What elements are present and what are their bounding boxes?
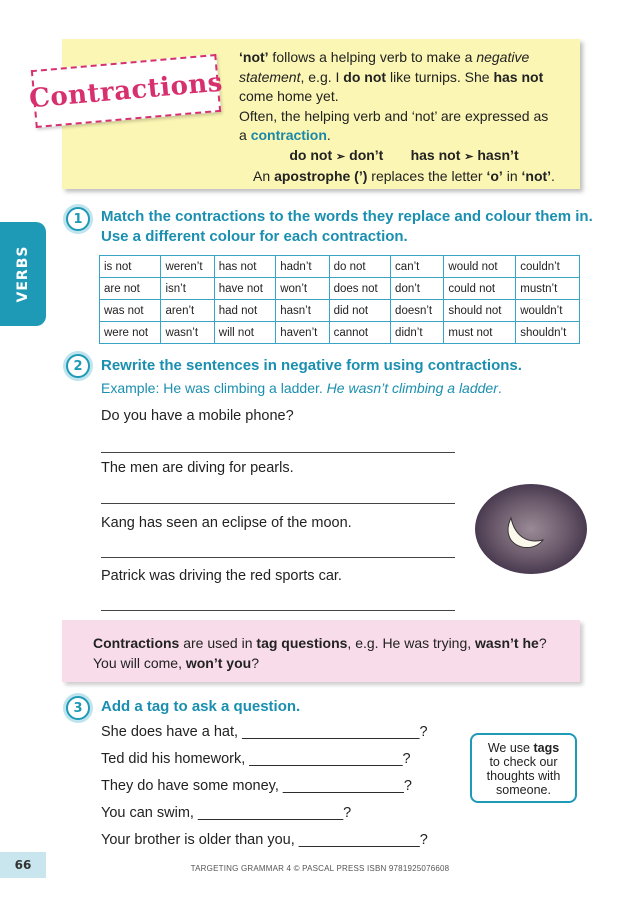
table-cell[interactable]: couldn’t: [516, 256, 580, 278]
answer-line-1[interactable]: [101, 452, 455, 453]
table-cell[interactable]: cannot: [329, 322, 390, 344]
table-cell[interactable]: did not: [329, 300, 390, 322]
table-cell[interactable]: was not: [100, 300, 161, 322]
table-cell[interactable]: can’t: [391, 256, 444, 278]
answer-line-2[interactable]: [101, 503, 455, 504]
table-cell[interactable]: hadn’t: [276, 256, 329, 278]
table-row: [100, 256, 580, 278]
table-cell[interactable]: haven’t: [276, 322, 329, 344]
question-3-title: Add a tag to ask a question.: [101, 698, 301, 715]
table-cell[interactable]: is not: [100, 256, 161, 278]
arrow-icon: ➢: [336, 150, 346, 163]
sentence-4: Patrick was driving the red sports car.: [101, 568, 342, 584]
example-sentence: Example: He was climbing a ladder. He wasn’t climbing a ladder.: [101, 380, 502, 396]
question-number-3: 3: [66, 696, 90, 720]
tag-question-3[interactable]: They do have some money, _______________?: [101, 778, 412, 794]
question-2-title: Rewrite the sentences in negative form using contractions.: [101, 357, 522, 374]
question-number-1: 1: [66, 207, 90, 231]
table-cell[interactable]: could not: [444, 278, 516, 300]
table-cell[interactable]: didn’t: [391, 322, 444, 344]
page-number: 66: [0, 852, 46, 878]
badge-title: Contractions: [28, 67, 224, 115]
table-cell[interactable]: are not: [100, 278, 161, 300]
intro-line-4: Often, the helping verb and ‘not’ are expressed as: [239, 107, 549, 124]
intro-line-7: An apostrophe (’) replaces the letter ‘o’ in ‘not’.: [253, 168, 555, 184]
tag-question-5[interactable]: Your brother is older than you, _______________?: [101, 832, 428, 848]
table-cell[interactable]: won’t: [276, 278, 329, 300]
table-cell[interactable]: do not: [329, 256, 390, 278]
table-cell[interactable]: weren’t: [161, 256, 214, 278]
answer-line-3[interactable]: [101, 557, 455, 558]
table-cell[interactable]: would not: [444, 256, 516, 278]
tag-questions-explanation: Contractions are used in tag questions, e.g. He was trying, wasn’t he? You will come, won’t you?: [93, 635, 547, 671]
table-cell[interactable]: wouldn’t: [516, 300, 580, 322]
arrow-icon: ➢: [464, 150, 474, 163]
section-tab-label: VERBS: [15, 245, 31, 303]
table-cell[interactable]: hasn’t: [276, 300, 329, 322]
table-row: [100, 278, 580, 300]
table-cell[interactable]: don’t: [391, 278, 444, 300]
table-cell[interactable]: have not: [214, 278, 275, 300]
contractions-table: [99, 255, 580, 344]
intro-line-2: statement, e.g. I do not like turnips. She has not: [239, 68, 544, 85]
contractions-explanation: [239, 48, 569, 187]
intro-line-1: ‘not’ follows a helping verb to make a negative: [239, 49, 530, 65]
moon-icon: [475, 484, 587, 574]
crescent-moon-image: [475, 484, 587, 574]
page-footer: TARGETING GRAMMAR 4 © PASCAL PRESS ISBN 9781925076608: [190, 864, 450, 873]
table-row: [100, 300, 580, 322]
table-cell[interactable]: will not: [214, 322, 275, 344]
table-cell[interactable]: shouldn’t: [516, 322, 580, 344]
table-cell[interactable]: were not: [100, 322, 161, 344]
table-cell[interactable]: does not: [329, 278, 390, 300]
tags-tip-note: We use tags to check our thoughts with someone.: [470, 733, 577, 803]
table-cell[interactable]: has not: [214, 256, 275, 278]
tag-question-2[interactable]: Ted did his homework, ___________________?: [101, 751, 411, 767]
tag-question-1[interactable]: She does have a hat, ______________________?: [101, 724, 428, 740]
table-row: [100, 322, 580, 344]
sentence-2: The men are diving for pearls.: [101, 460, 294, 476]
question-1-title: Match the contractions to the words they replace and colour them in. Use a different colour for each contraction.: [101, 208, 593, 245]
intro-examples: do not ➢ don’t has not ➢ hasn’t: [289, 146, 519, 163]
sentence-1: Do you have a mobile phone?: [101, 408, 294, 424]
answer-line-4[interactable]: [101, 610, 455, 611]
sentence-3: Kang has seen an eclipse of the moon.: [101, 515, 352, 531]
intro-line-3: come home yet.: [239, 88, 339, 104]
table-cell[interactable]: wasn’t: [161, 322, 214, 344]
question-number-2: 2: [66, 354, 90, 378]
table-cell[interactable]: mustn’t: [516, 278, 580, 300]
table-cell[interactable]: should not: [444, 300, 516, 322]
table-cell[interactable]: doesn’t: [391, 300, 444, 322]
table-cell[interactable]: isn’t: [161, 278, 214, 300]
section-tab-verbs: [0, 222, 46, 326]
intro-line-5: a contraction.: [239, 127, 331, 143]
table-cell[interactable]: had not: [214, 300, 275, 322]
table-cell[interactable]: aren’t: [161, 300, 214, 322]
table-cell[interactable]: must not: [444, 322, 516, 344]
tag-question-4[interactable]: You can swim, __________________?: [101, 805, 352, 821]
